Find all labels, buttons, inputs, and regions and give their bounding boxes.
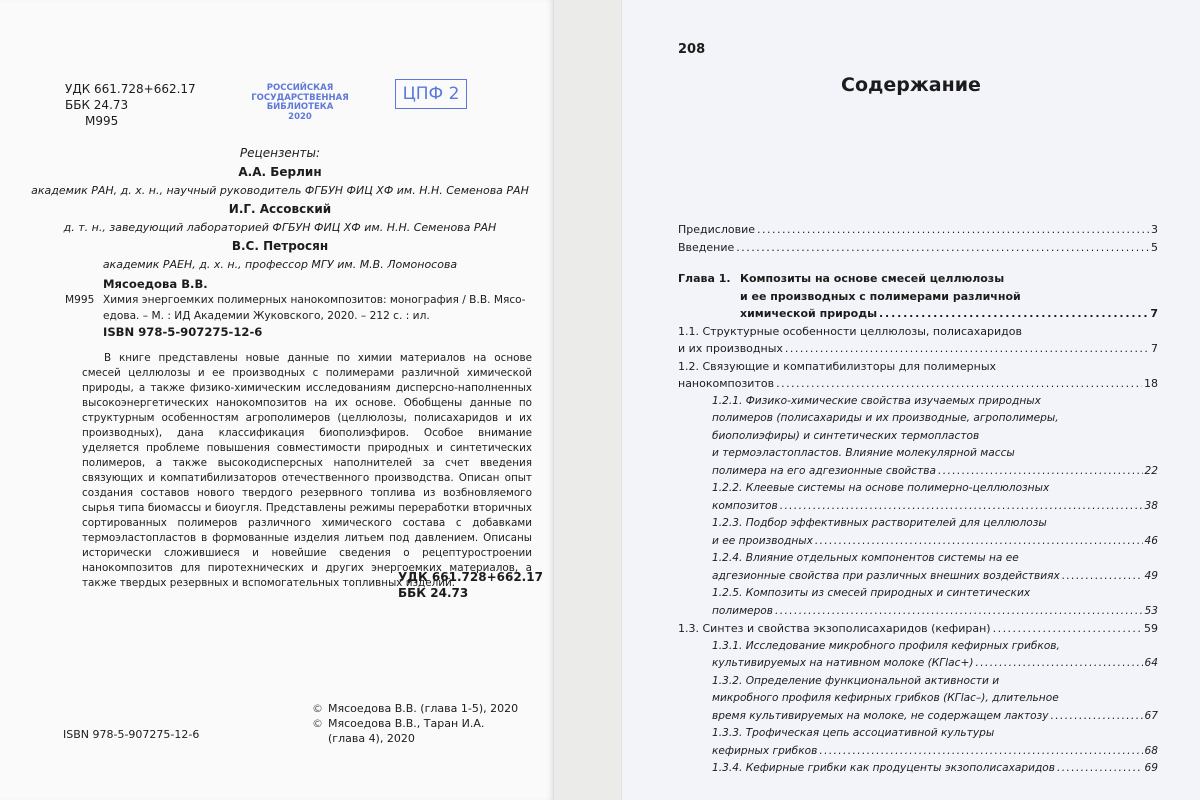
toc-entry-title: 1.3.4. Кефирные грибки как продуценты экзополисахаридов xyxy=(712,762,1055,774)
reviewer-affiliation: академик РАН, д. х. н., научный руководитель ФГБУН ФИЦ ХФ им. Н.Н. Семенова РАН xyxy=(31,184,529,197)
toc-page-number: 38 xyxy=(1144,499,1158,512)
toc-entry-1-3-2[interactable] xyxy=(678,673,1158,726)
toc-entry-title: химической природы xyxy=(740,307,878,320)
reviewers-header: Рецензенты: xyxy=(239,146,321,160)
udk-code: УДК 661.728+662.17 xyxy=(398,570,543,584)
udk-code: УДК 661.728+662.17 xyxy=(65,82,196,96)
author-code: М995 xyxy=(85,114,119,128)
reviewer-name: В.С. Петросян xyxy=(231,239,329,253)
toc-entry-1-2[interactable] xyxy=(678,358,1158,393)
leader-dots xyxy=(776,375,1142,393)
toc-entry-title: 1.2.4. Влияние отдельных компонентов системы на ее xyxy=(712,552,1019,564)
toc-entry-title: полимера на его адгезионные свойства xyxy=(712,464,937,477)
page-number: 208 xyxy=(678,42,706,57)
toc-entry-1-3-3[interactable] xyxy=(678,725,1158,760)
toc-page-number: 49 xyxy=(1144,569,1158,582)
toc-entry-title: 1.3.3. Трофическая цепь ассоциативной культуры xyxy=(712,727,995,739)
record-line: едова. – М. : ИД Академии Жуковского, 2020. – 212 с. : ил. xyxy=(103,310,430,322)
leader-dots xyxy=(975,655,1142,673)
classification-codes-bottom xyxy=(398,569,543,601)
leader-dots xyxy=(993,620,1142,638)
leader-dots xyxy=(1051,708,1143,726)
toc-entry-title: Предисловие xyxy=(678,223,755,236)
toc-entry-chapter-1[interactable] xyxy=(678,270,1158,323)
reviewers-block xyxy=(30,144,530,273)
toc-page-number: 53 xyxy=(1144,604,1158,617)
leader-dots xyxy=(757,221,1149,239)
toc-entry-preface[interactable] xyxy=(678,221,1158,239)
toc-entry-title: полимеров (полисахариды и их производные, агрополимеры, xyxy=(712,412,1059,424)
copyright-icon: © xyxy=(312,702,323,715)
copyright-line: Мясоедова В.В. (глава 1-5), 2020 xyxy=(328,702,519,715)
toc-page-number: 7 xyxy=(1151,342,1158,355)
toc-entry-1-2-4[interactable] xyxy=(678,550,1158,585)
toc-page-number: 46 xyxy=(1144,534,1158,547)
record-code: М995 xyxy=(65,294,95,306)
toc-page-number: 3 xyxy=(1151,223,1158,236)
toc-entry-1-3[interactable] xyxy=(678,620,1158,638)
toc-entry-1-2-3[interactable] xyxy=(678,515,1158,550)
reviewer-name: И.Г. Ассовский xyxy=(228,202,332,216)
toc-entry-title: 1.2.3. Подбор эффективных растворителей для целлюлозы xyxy=(712,517,1047,529)
bibliographic-record xyxy=(65,276,535,340)
abstract: В книге представлены новые данные по химии материалов на основе смесей целлюлозы и ее производных с полимерами различной химической природы, а также физико-химическим исследованиям дисперсно-наполненных высокоэнергетических нанокомпозитов на их основе. Обобщены данные по структурным особенностям агрополимеров (целлюлозы, полисахаридов и их производных), дана классификация биополиэфиров. Особое внимание уделяется проблеме повышения совместимости природных и синтетических полимеров, а также высокодисперсных наполнителей за счет введения связующих и компатибилизаторов отечественного производства. Описан опыт создания составов нового твердого резервного топлива из возбновляемого сырья типа биомассы и биоугля. Представлены режимы переработки вторичных сортированных полимеров различного химического состава с добавками термоэластопластов в формованные изделия литьем под давлением. Описаны исторически сложившиеся и новейшие сведения о рецептуростроении нанокомпозитов для пиротехнических и других энергоемких материалов, а также твердых резервных и вспомогательных топливных изделий. xyxy=(82,352,532,589)
stamp-line: ГОСУДАРСТВЕННАЯ xyxy=(251,92,349,103)
toc-entry-title: культивируемых на нативном молоке (КГlас+) xyxy=(712,657,974,669)
copyright-spacer xyxy=(312,731,328,746)
leader-dots xyxy=(819,743,1142,761)
toc-page-number: 69 xyxy=(1144,762,1158,774)
toc-entry-title: кефирных грибков xyxy=(712,744,818,757)
toc-page-number: 18 xyxy=(1144,377,1158,390)
toc-page-number: 22 xyxy=(1144,464,1158,477)
toc-entry-title: 1.1. Структурные особенности целлюлозы, полисахаридов xyxy=(678,324,1022,338)
reviewer-affiliation: д. т. н., заведующий лабораторией ФГБУН ФИЦ ХФ им. Н.Н. Семенова РАН xyxy=(63,221,497,234)
toc-entry-title: и термоэластопластов. Влияние молекулярной массы xyxy=(712,447,1015,459)
stamp-line: РОССИЙСКАЯ xyxy=(266,83,334,93)
leader-dots xyxy=(780,498,1143,516)
toc-entry-1-2-5[interactable] xyxy=(678,585,1158,620)
copyright-line: Мясоедова В.В., Таран И.А. xyxy=(328,717,485,730)
bbk-code: ББК 24.73 xyxy=(398,586,469,600)
toc-entry-1-3-4[interactable] xyxy=(678,760,1158,778)
record-code-spacer xyxy=(65,308,103,324)
library-stamp xyxy=(238,84,362,122)
book-gutter xyxy=(553,0,622,800)
toc-entry-title: 1.2. Связующие и компатибилизторы для полимерных xyxy=(678,359,997,373)
bbk-code: ББК 24.73 xyxy=(65,98,129,112)
toc-entry-title: Композиты на основе смесей целлюлозы xyxy=(740,272,1005,285)
toc-entry-title: нанокомпозитов xyxy=(678,377,775,390)
toc-page-number: 64 xyxy=(1144,657,1158,669)
toc-page-number: 67 xyxy=(1144,709,1158,722)
toc-entry-1-2-2[interactable] xyxy=(678,480,1158,515)
toc-entry-title: адгезионные свойства при различных внешних воздействиях xyxy=(712,569,1060,582)
toc-entry-intro[interactable] xyxy=(678,239,1158,257)
toc-entry-title: композитов xyxy=(712,499,778,512)
toc-entry-1-1[interactable] xyxy=(678,323,1158,358)
toc-entry-title: Введение xyxy=(678,240,735,254)
toc-entry-title: 1.2.5. Композиты из смесей природных и синтетических xyxy=(712,587,1031,599)
left-page xyxy=(0,0,553,800)
record-line: Химия энергоемких полимерных нанокомпозитов: монография / В.В. Мясо- xyxy=(103,294,526,306)
copyright-block xyxy=(312,701,542,746)
toc-page-number: 68 xyxy=(1144,744,1158,757)
reviewer-name: А.А. Берлин xyxy=(238,165,322,179)
toc-entry-title: 1.3.1. Исследование микробного профиля кефирных грибков, xyxy=(712,639,1060,652)
toc-entry-title: полимеров xyxy=(712,604,774,617)
toc-entry-1-3-1[interactable] xyxy=(678,638,1158,673)
toc-page-number: 5 xyxy=(1151,240,1158,254)
leader-dots xyxy=(736,239,1149,257)
copyright-line: (глава 4), 2020 xyxy=(328,732,415,745)
toc-entry-title: и ее производных xyxy=(712,534,813,547)
leader-dots xyxy=(815,533,1143,551)
leader-dots xyxy=(1057,760,1143,778)
toc-entry-title: микробного профиля кефирных грибков (КГlас–), длительное xyxy=(712,692,1059,704)
toc-page-number: 59 xyxy=(1144,622,1158,635)
classification-codes xyxy=(65,81,196,129)
record-isbn: ISBN 978-5-907275-12-6 xyxy=(103,325,263,339)
chapter-label: Глава 1. xyxy=(678,272,731,285)
table-of-contents xyxy=(678,221,1158,778)
toc-entry-title: биополиэфиры) и синтетических термопластов xyxy=(712,429,980,442)
toc-entry-1-2-1[interactable] xyxy=(678,393,1158,481)
stamp-line: БИБЛИОТЕКА xyxy=(266,102,334,112)
toc-entry-title: 1.3.2. Определение функциональной активности и xyxy=(712,674,1000,687)
toc-entry-title: и ее производных с полимерами различной xyxy=(740,289,1021,303)
cpf-stamp: ЦПФ 2 xyxy=(395,79,467,109)
record-author: Мясоедова В.В. xyxy=(103,277,208,291)
toc-entry-title: 1.3. Синтез и свойства экзополисахаридов (кефиран) xyxy=(678,622,991,635)
leader-dots xyxy=(938,463,1142,481)
toc-entry-title: время культивируемых на молоке, не содержащем лактозу xyxy=(712,709,1049,722)
isbn: ISBN 978-5-907275-12-6 xyxy=(63,728,200,741)
leader-dots xyxy=(1062,568,1143,586)
toc-entry-title: 1.2.2. Клеевые системы на основе полимерно-целлюлозных xyxy=(712,482,1050,494)
leader-dots xyxy=(785,340,1149,358)
copyright-icon: © xyxy=(312,717,323,730)
toc-entry-title: и их производных xyxy=(678,342,783,355)
leader-dots xyxy=(775,603,1142,621)
toc-entry-title: 1.2.1. Физико-химические свойства изучаемых природных xyxy=(712,394,1041,407)
reviewer-affiliation: академик РАЕН, д. х. н., профессор МГУ им. М.В. Ломоносова xyxy=(102,258,458,271)
leader-dots xyxy=(879,305,1148,323)
toc-page-number: 7 xyxy=(1150,307,1158,320)
stamp-line: 2020 xyxy=(288,111,312,122)
toc-title: Содержание xyxy=(841,74,981,96)
